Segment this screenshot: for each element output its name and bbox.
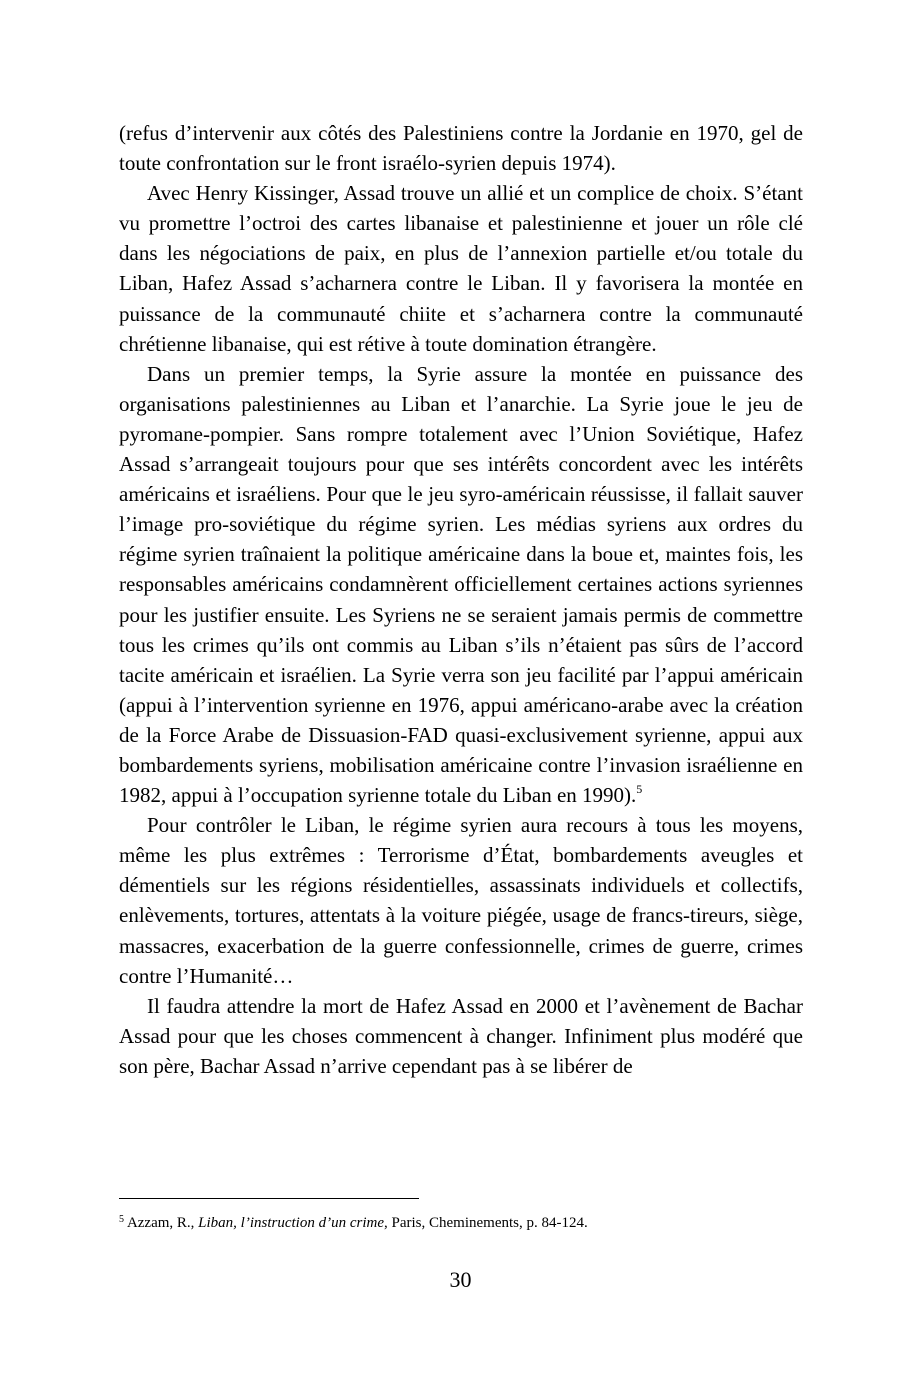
paragraph-controler-liban: Pour contrôler le Liban, le régime syrien aura recours à tous les moyens, même les plus extrêmes : Terrorisme d’État, bombardements aveugles et démentiels sur les régions résidentielles, assassinats individuels et collectifs, enlèvements, tortures, attentats à la voiture piégée, usage de francs-tireurs, siège, massacres, exacerbation de la guerre confessionnelle, crimes de guerre, crimes contre l’Humanité…: [119, 813, 803, 988]
paragraph-premier-temps-text: Dans un premier temps, la Syrie assure la montée en puissance des organisations palestiniennes au Liban et l’anarchie. La Syrie joue le jeu de pyromane-pompier. Sans rompre totalement avec l’Union Soviétique, Hafez Assad s’arrangeait toujours pour que ses intérêts concordent avec les intérêts américains et israéliens. Pour que le jeu syro-américain réussisse, il fallait sauver l’image pro-soviétique du régime syrien. Les médias syriens aux ordres du régime syrien traînaient la politique américaine dans la boue et, maintes fois, les responsables américains condamnèrent officiellement certaines actions syriennes pour les justifier ensuite. Les Syriens ne se seraient jamais permis de commettre tous les crimes qu’ils ont commis au Liban s’ils n’étaient pas sûrs de l’accord tacite américain et israélien. La Syrie verra son jeu facilité par l’appui américain (appui à l’intervention syrienne en 1976, appui américano-arabe avec la création de la Force Arabe de Dissuasion-FAD quasi-exclusivement syrienne, appui aux bombardements syriens, mobilisation américaine contre l’invasion israélienne en 1982, appui à l’occupation syrienne totale du Liban en 1990).: [119, 361, 803, 808]
footnote-number: 5: [119, 1214, 124, 1225]
paragraph-hafez-mort: Il faudra attendre la mort de Hafez Assad en 2000 et l’avènement de Bachar Assad pour que les choses commencent à changer. Infiniment plus modéré que son père, Bachar Assad n’arrive cependant pas à se libérer de: [119, 993, 803, 1078]
footnote-title: Liban, l’instruction d’un crime: [198, 1215, 384, 1231]
footnote-reference[interactable]: 5: [636, 782, 643, 797]
paragraph-premier-temps: [119, 359, 803, 810]
footnote: [119, 1213, 803, 1233]
body-text: [119, 118, 803, 1081]
footnote-publication: , Paris, Cheminements, p. 84-124.: [384, 1215, 588, 1231]
footnote-separator: [119, 1198, 419, 1199]
page-number: 30: [449, 1267, 472, 1292]
paragraph-continuation: (refus d’intervenir aux côtés des Palestiniens contre la Jordanie en 1970, gel de toute confrontation sur le front israélo-syrien depuis 1974).: [119, 121, 803, 176]
paragraph-kissinger: Avec Henry Kissinger, Assad trouve un allié et un complice de choix. S’étant vu promettre l’octroi des cartes libanaise et palestinienne et jouer un rôle clé dans les négociations de paix, en plus de l’annexion partielle et/ou totale du Liban, Hafez Assad s’acharnera contre le Liban. Il y favorisera la montée en puissance de la communauté chiite et s’acharnera contre la communauté chrétienne libanaise, qui est rétive à toute domination étrangère.: [119, 181, 803, 356]
footnote-author: Azzam, R.,: [126, 1215, 195, 1231]
